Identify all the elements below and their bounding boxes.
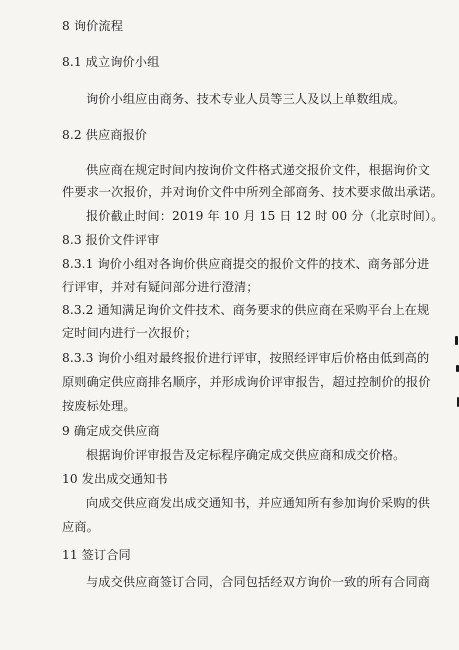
heading-10: 10 发出成交通知书: [62, 472, 168, 486]
scan-edge-mark: [455, 336, 458, 345]
paragraph-9: 根据询价评审报告及定标程序确定成交供应商和成交价格。: [86, 448, 406, 462]
heading-8-1: 8.1 成立询价小组: [62, 55, 160, 69]
heading-11: 11 签订合同: [62, 548, 131, 562]
deadline-line: 报价截止时间：2019 年 10 月 15 日 12 时 00 分（北京时间）。: [86, 209, 444, 223]
heading-8-3: 8.3 报价文件评审: [62, 233, 160, 247]
paragraph-8-1: 询价小组应由商务、技术专业人员等三人及以上单数组成。: [86, 92, 406, 106]
item-8-3-3-line-3: 按废标处理。: [62, 399, 136, 413]
item-8-3-1-line-1: 8.3.1 询价小组对各询价供应商提交的报价文件的技术、商务部分进: [62, 257, 430, 271]
paragraph-10-line-2: 应商。: [62, 520, 99, 534]
paragraph-11-line-1: 与成交供应商签订合同，合同包括经双方询价一致的所有合同商: [86, 575, 431, 589]
item-8-3-2-line-1: 8.3.2 通知满足询价文件技术、商务要求的供应商在采购平台上在规: [62, 303, 430, 317]
item-8-3-1-line-2: 行评审，并对有疑问部分进行澄清；: [62, 280, 259, 294]
paragraph-8-2-line-2: 件要求一次报价，并对询价文件中所列全部商务、技术要求做出承诺。: [62, 185, 443, 199]
item-8-3-3-line-2: 原则确定供应商排名顺序，并形成询价评审报告，超过控制价的报价: [62, 375, 431, 389]
heading-8-2: 8.2 供应商报价: [62, 128, 148, 142]
item-8-3-2-line-2: 定时间内进行一次报价；: [62, 326, 198, 340]
paragraph-8-2-line-1: 供应商在规定时间内按询价文件格式递交报价文件，根据询价文: [86, 163, 431, 177]
paragraph-10-line-1: 向成交供应商发出成交通知书，并应通知所有参加询价采购的供: [86, 496, 431, 510]
heading-8: 8 询价流程: [62, 19, 123, 33]
item-8-3-3-line-1: 8.3.3 询价小组对最终报价进行评审，按照经评审后价格由低到高的: [62, 351, 430, 365]
heading-9: 9 确定成交供应商: [62, 424, 160, 438]
